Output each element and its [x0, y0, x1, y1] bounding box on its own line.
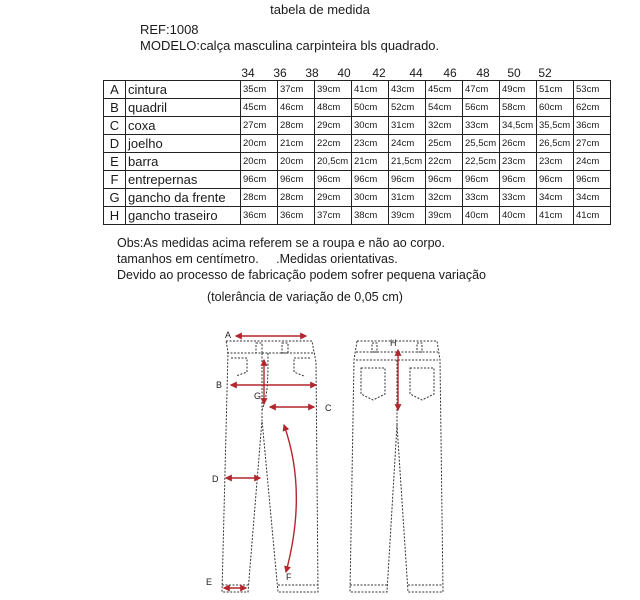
table-cell: 96cm: [278, 171, 315, 189]
table-cell: 41cm: [574, 207, 611, 225]
pants-front-view: [222, 341, 318, 592]
diagram-label-e: E: [206, 577, 213, 587]
table-cell: 30cm: [352, 189, 389, 207]
table-cell: 40cm: [500, 207, 537, 225]
table-cell: 37cm: [278, 81, 315, 99]
size-header-44: 44: [409, 66, 423, 80]
table-cell: 43cm: [389, 81, 426, 99]
table-cell: 23cm: [352, 135, 389, 153]
table-cell: 28cm: [278, 189, 315, 207]
table-cell: 23cm: [537, 153, 574, 171]
diagram-label-f: F: [286, 572, 292, 582]
table-cell: 40cm: [463, 207, 500, 225]
table-cell: 34cm: [537, 189, 574, 207]
table-cell: 96cm: [241, 171, 278, 189]
row-name: gancho da frente: [126, 189, 241, 207]
table-cell: 51cm: [537, 81, 574, 99]
obs-note-line-2: tamanhos em centímetro. .Medidas orientativas.: [117, 252, 398, 266]
table-cell: 20cm: [241, 135, 278, 153]
table-cell: 31cm: [389, 189, 426, 207]
table-cell: 37cm: [315, 207, 352, 225]
row-letter: H: [104, 207, 126, 225]
table-cell: 36cm: [241, 207, 278, 225]
table-cell: 22cm: [315, 135, 352, 153]
table-cell: 39cm: [426, 207, 463, 225]
row-letter: F: [104, 171, 126, 189]
table-cell: 96cm: [352, 171, 389, 189]
row-name: entrepernas: [126, 171, 241, 189]
table-cell: 34cm: [574, 189, 611, 207]
table-cell: 45cm: [241, 99, 278, 117]
table-cell: 96cm: [574, 171, 611, 189]
table-cell: 32cm: [426, 189, 463, 207]
table-cell: 56cm: [463, 99, 500, 117]
size-header-36: 36: [273, 66, 287, 80]
table-cell: 22,5cm: [463, 153, 500, 171]
table-cell: 96cm: [426, 171, 463, 189]
table-cell: 32cm: [426, 117, 463, 135]
table-cell: 29cm: [315, 189, 352, 207]
table-cell: 31cm: [389, 117, 426, 135]
table-cell: 21,5cm: [389, 153, 426, 171]
table-cell: 54cm: [426, 99, 463, 117]
table-cell: 24cm: [389, 135, 426, 153]
table-cell: 38cm: [352, 207, 389, 225]
table-cell: 96cm: [500, 171, 537, 189]
table-cell: 58cm: [500, 99, 537, 117]
table-cell: 41cm: [352, 81, 389, 99]
table-cell: 46cm: [278, 99, 315, 117]
row-name: barra: [126, 153, 241, 171]
table-cell: 60cm: [537, 99, 574, 117]
diagram-label-a: A: [225, 330, 232, 340]
table-cell: 28cm: [278, 117, 315, 135]
row-letter: E: [104, 153, 126, 171]
table-cell: 30cm: [352, 117, 389, 135]
diagram-label-d: D: [212, 474, 219, 484]
measurement-lines: [224, 336, 398, 588]
size-header-38: 38: [305, 66, 319, 80]
table-cell: 52cm: [389, 99, 426, 117]
table-cell: 34,5cm: [500, 117, 537, 135]
measure-line-f: [284, 425, 296, 572]
table-cell: 26cm: [500, 135, 537, 153]
table-cell: 21cm: [352, 153, 389, 171]
tolerance-note: (tolerância de variação de 0,05 cm): [207, 290, 403, 304]
table-cell: 41cm: [537, 207, 574, 225]
row-letter: A: [104, 81, 126, 99]
table-cell: 62cm: [574, 99, 611, 117]
pants-back-view: [350, 341, 443, 592]
table-cell: 20cm: [278, 153, 315, 171]
diagram-label-b: B: [216, 380, 223, 390]
table-cell: 96cm: [389, 171, 426, 189]
table-cell: 21cm: [278, 135, 315, 153]
size-header-48: 48: [476, 66, 490, 80]
table-cell: 48cm: [315, 99, 352, 117]
table-cell: 23cm: [500, 153, 537, 171]
table-cell: 50cm: [352, 99, 389, 117]
table-cell: 25cm: [426, 135, 463, 153]
row-letter: B: [104, 99, 126, 117]
table-cell: 29cm: [315, 117, 352, 135]
obs-note-line-3: Devido ao processo de fabricação podem sofrer pequena variação: [117, 268, 486, 282]
row-name: joelho: [126, 135, 241, 153]
table-cell: 45cm: [426, 81, 463, 99]
row-name: coxa: [126, 117, 241, 135]
size-header-46: 46: [443, 66, 457, 80]
row-name: cintura: [126, 81, 241, 99]
table-cell: 33cm: [463, 189, 500, 207]
size-header-50: 50: [507, 66, 521, 80]
table-cell: 39cm: [389, 207, 426, 225]
row-name: quadril: [126, 99, 241, 117]
table-cell: 36cm: [278, 207, 315, 225]
reference-code: REF:1008: [140, 22, 199, 37]
table-cell: 28cm: [241, 189, 278, 207]
diagram-label-c: C: [325, 403, 332, 413]
table-cell: 26,5cm: [537, 135, 574, 153]
row-letter: D: [104, 135, 126, 153]
table-cell: 96cm: [537, 171, 574, 189]
table-cell: 35,5cm: [537, 117, 574, 135]
row-letter: C: [104, 117, 126, 135]
diagram-label-g: G: [254, 391, 262, 401]
table-cell: 47cm: [463, 81, 500, 99]
table-cell: 27cm: [574, 135, 611, 153]
page-title: tabela de medida: [270, 2, 370, 17]
model-description: MODELO:calça masculina carpinteira bls quadrado.: [140, 38, 440, 53]
table-cell: 96cm: [463, 171, 500, 189]
table-cell: 22cm: [426, 153, 463, 171]
table-cell: 33cm: [463, 117, 500, 135]
table-cell: 25,5cm: [463, 135, 500, 153]
obs-note-line-1: Obs:As medidas acima referem se a roupa e não ao corpo.: [117, 236, 445, 250]
size-header-40: 40: [337, 66, 351, 80]
table-cell: 20,5cm: [315, 153, 352, 171]
row-name: gancho traseiro: [126, 207, 241, 225]
table-cell: 27cm: [241, 117, 278, 135]
size-header-42: 42: [372, 66, 386, 80]
table-cell: 53cm: [574, 81, 611, 99]
table-cell: 33cm: [500, 189, 537, 207]
table-cell: 24cm: [574, 153, 611, 171]
table-cell: 35cm: [241, 81, 278, 99]
table-cell: 20cm: [241, 153, 278, 171]
row-letter: G: [104, 189, 126, 207]
table-cell: 49cm: [500, 81, 537, 99]
table-cell: 36cm: [574, 117, 611, 135]
diagram-label-h: H: [390, 338, 397, 348]
size-header-52: 52: [538, 66, 552, 80]
size-header-34: 34: [241, 66, 255, 80]
table-cell: 39cm: [315, 81, 352, 99]
table-cell: 96cm: [315, 171, 352, 189]
